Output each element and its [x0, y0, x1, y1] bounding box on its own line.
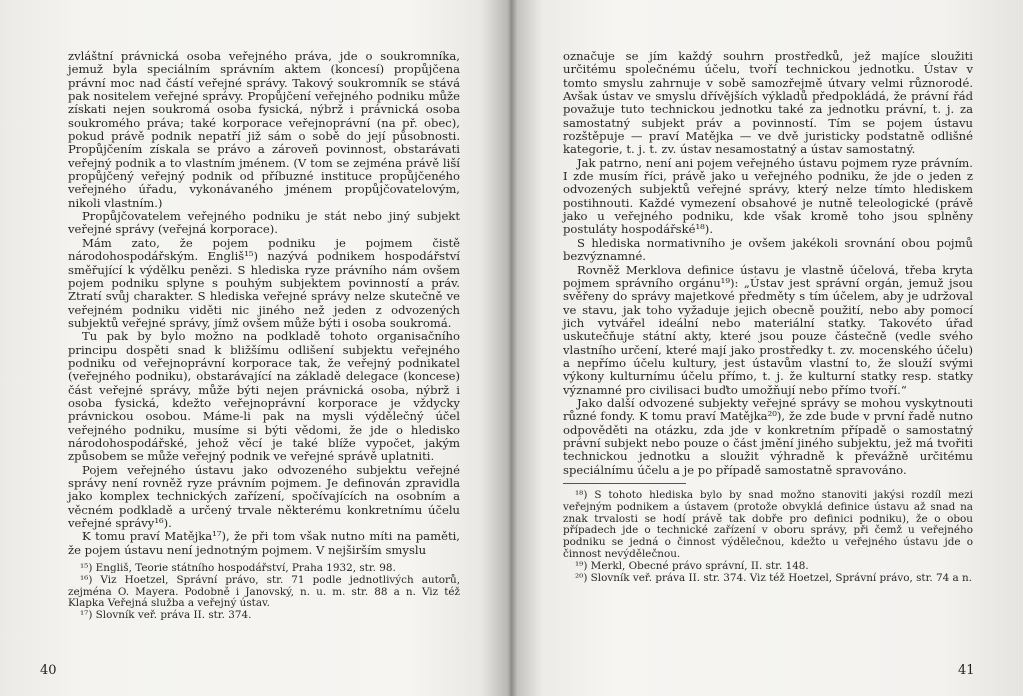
right-paragraph-1: označuje se jím každý souhrn prostředků, jež majíce sloužiti určitému společnému účelu, tvoří technickou jednotku. Ústav v tomto smyslu zahrnuje v sobě samozřejmě útvary velmi různorodé. Avšak ústav ve smyslu dřívějších výkladů předpokládá, že právní řád považuje tuto technickou jednotku také za jednotku právní, t. j. za samostatný subjekt práv a povinností. Tím se pojem ústavu rozštěpuje — praví Matějka — ve dvě juristicky podstatně odlišné kategorie, t. j. t. zv. ústav nesamostatný a ústav samostatný.	[563, 49, 973, 157]
left-paragraph-3: Mám zato, že pojem podniku je pojmem čistě národohospodářským. Engliš¹⁵) nazývá podnikem hospodářství směřující k výdělku penězi. S hlediska ryze právního nám ovšem pojem podniku splyne s pouhým subjektem povinností a práv. Ztratí svůj charakter. S hlediska veřejné správy nelze skutečně ve veřejném podniku viděti nic jiného než jeden z odvozených subjektů veřejné správy, jímž ovšem může býti i osoba soukromá.	[68, 235, 460, 330]
left-paragraph-6: K tomu praví Matějka¹⁷), že při tom však nutno míti na paměti, že pojem ústavu není jednotným pojmem. V nejširším smyslu	[68, 529, 460, 557]
footnote-17: ¹⁷) Slovník veř. práva II. str. 374.	[80, 609, 252, 622]
right-page	[563, 50, 973, 584]
footnote-18: ¹⁸) S tohoto hlediska bylo by snad možno stanoviti jakýsi rozdíl mezi veřejným podnikem a ústavem (protože obvyklá definice ústavu až snad na znak trvalosti se hodí právě tak dobře pro definici podniku), že o obou případech jde o technické zařízení v oboru správy, při čemž u veřejného podniku se jedná o činnost výdělečnou, kdežto u veřejného ústavu jde o činnost nevýdělečnou.	[563, 489, 973, 560]
left-paragraph-4: Tu pak by bylo možno na podkladě tohoto organisačního principu dospěti snad k bližšímu odlišení subjektu veřejného podniku od veřejnoprávní korporace tak, že veřejný podnikatel (veřejného podniku), obstarávající na základě delegace (koncese) část veřejné správy, může býti nejen právnická osoba, nýbrž i osoba fysická, kdežto veřejnoprávní korporace je vždycky právnickou osobou. Máme-li pak na mysli výdělečný účel veřejného podniku, musíme si býti vědomi, že jde o hledisko národohospodářské, jehož věcí je také blíže vypočet, jakým způsobem se může veřejný podnik ve veřejné správě uplatniti.	[68, 329, 460, 464]
right-paragraph-3: S hlediska normativního je ovšem jakékoli srovnání obou pojmů bezvýznamné.	[563, 235, 973, 264]
right-paragraph-4: Rovněž Merklova definice ústavu je vlastně účelová, třeba kryta pojmem správního orgánu¹⁹): „Ústav jest správní orgán, jemuž jsou svěřeny do správy majetkové předměty s tím účelem, aby je udržoval ve stavu, jak toho vyžaduje jejich obecně použití, nebo aby pomocí jich vytvářel ideální nebo materiální statky. Takovéto úřad uskutečňuje státní akty, které jsou pouze částečně (vedle svého vlastního určení, které mají jako prostředky t. zv. mocenského účelu) a nepřímo účelu kultury, jest ústavům vlastní to, že slouží svými výkony kulturnímu účelu přímo, t. j. že kulturní statky resp. statky významné pro civilisaci buďto umožňují nebo přímo tvoří.“	[563, 262, 973, 397]
footnote-divider	[563, 483, 686, 484]
footnote-19: ¹⁹) Merkl, Obecné právo správní, II. str. 148.	[575, 559, 809, 572]
footnote-15: ¹⁵) Engliš, Teorie státního hospodářství, Praha 1932, str. 98.	[80, 562, 396, 575]
right-paragraph-2: Jak patrno, není ani pojem veřejného ústavu pojmem ryze právním. I zde musím říci, právě jako u veřejného podniku, že jde o jeden z odvozených subjektů veřejné správy, který nelze tímto hlediskem postihnouti. Každé vymezení obsahové je nutně teleologické (právě jako u veřejného podniku, kde však kromě toho jsou splněny postuláty hospodářské¹⁸).	[563, 155, 973, 237]
left-page	[68, 50, 460, 622]
left-paragraph-1: zvláštní právnická osoba veřejného práva, jde o soukromníka, jemuž byla speciálním správním aktem (koncesí) propůjčena právní moc nad částí veřejné správy. Takový soukromník se stává pak nositelem veřejné správy. Propůjčení veřejného podniku může získati nejen soukromá osoba fysická, nýbrž i právnická osoba soukromého práva; také korporace veřejnoprávní (na př. obec), pokud právě podnik nepatří již sám o sobě do její působnosti. Propůjčením získala se právo a zároveň povinnost, obstarávati veřejný podnik a to vlastním jménem. (V tom se zejména právě liší propůjčený veřejný podnik od příbuzné instituce propůjčeného veřejného úřadu, vykonávaného jménem propůjčovatelovým, nikoli vlastním.)	[68, 49, 460, 210]
left-footnotes	[68, 563, 460, 622]
right-paragraph-5: Jako další odvozené subjekty veřejné správy se mohou vyskytnouti různé fondy. K tomu praví Matějka²⁰), že zde bude v první řadě nutno odpověděti na otázku, zda jde v konkretním případě o samostatný právní subjekt nebo pouze o část jmění jiného subjektu, jež má tvořiti technickou jednotku a sloužit výhradně k převážně určitému speciálnímu účelu a je po případě samostatně spravováno.	[563, 395, 973, 477]
footnote-16: ¹⁶) Viz Hoetzel, Správní právo, str. 71 podle jednotlivých autorů, zejména O. Mayera. Podobně i Janovský, n. u. m. str. 88 a n. Viz též Klapka Veřejná služba a veřejný ústav.	[68, 573, 460, 610]
page-number-right: 41	[958, 663, 975, 678]
left-paragraph-2: Propůjčovatelem veřejného podniku je stát nebo jiný subjekt veřejné správy (veřejná korporace).	[68, 209, 460, 237]
right-footnotes	[563, 490, 973, 584]
page-number-left: 40	[40, 663, 57, 678]
left-paragraph-5: Pojem veřejného ústavu jako odvozeného subjektu veřejné správy není rovněž ryze právním pojmem. Je definován zpravidla jako komplex technických zařízení, spočívajících na osobním a věcném podkladě a určený trvale některému konkretnímu účelu veřejné správy¹⁶).	[68, 462, 460, 531]
footnote-20: ²⁰) Slovník veř. práva II. str. 374. Viz též Hoetzel, Správní právo, str. 74 a n.	[575, 571, 973, 584]
